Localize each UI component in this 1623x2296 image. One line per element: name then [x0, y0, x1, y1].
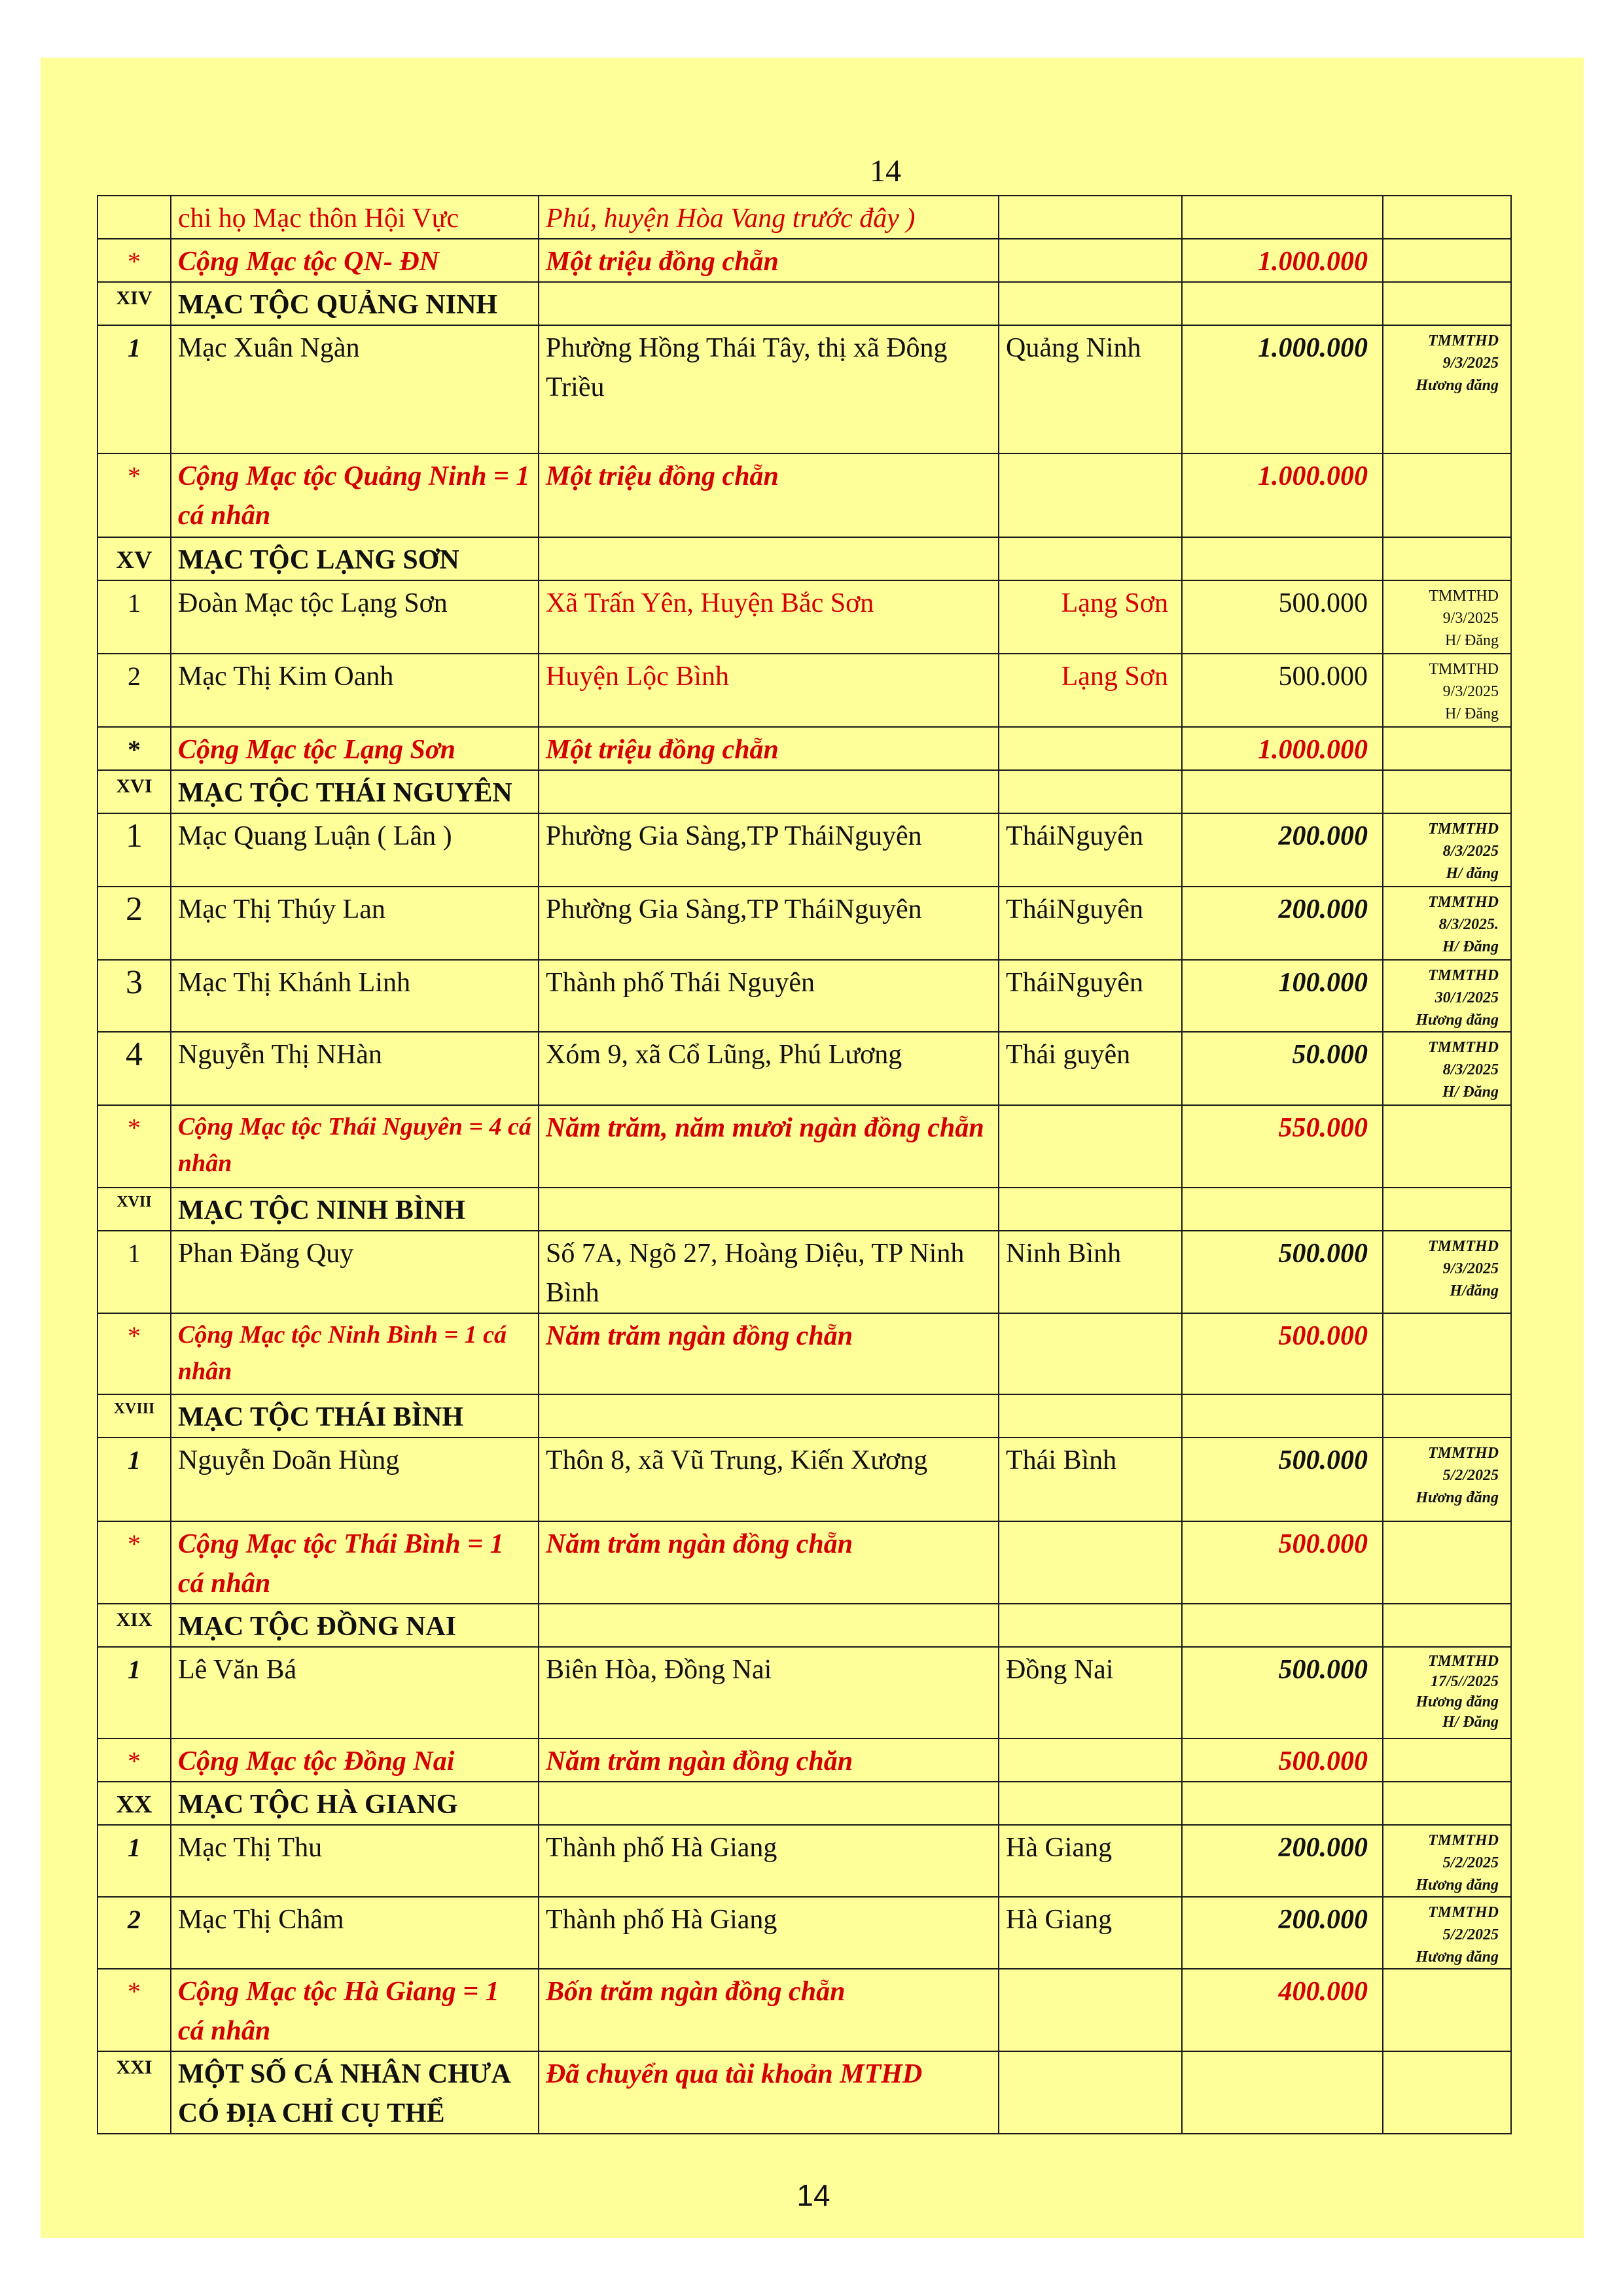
note-line: TMMTHD — [1428, 967, 1499, 984]
note-line: 8/3/2025 — [1442, 1061, 1499, 1078]
note-line: TMMTHD — [1429, 588, 1499, 605]
entry-note — [1383, 1647, 1511, 1739]
donor-province — [999, 1969, 1182, 2051]
subtotal-amount: 500.000 — [1182, 1313, 1383, 1394]
note-line: TMMTHD — [1428, 894, 1499, 911]
section-number: XXI — [98, 2051, 171, 2134]
subtotal-in-words: Một triệu đồng chẵn — [539, 727, 999, 770]
subtotal-in-words: Bốn trăm ngàn đồng chẵn — [539, 1969, 999, 2051]
section-cell — [999, 537, 1182, 580]
donor-name: Mạc Thị Kim Oanh — [171, 654, 539, 727]
section-cell — [1383, 1394, 1511, 1438]
note-line: Hương đăng — [1416, 377, 1499, 394]
table-row — [98, 1647, 1511, 1739]
subtotal-label: Cộng Mạc tộc Lạng Sơn — [171, 727, 539, 770]
note-line: 9/3/2025 — [1442, 610, 1499, 627]
section-number: XX — [98, 1782, 171, 1825]
subtotal-label: Cộng Mạc tộc Ninh Bình = 1 cá nhân — [171, 1313, 539, 1394]
section-header-row — [98, 537, 1511, 580]
donor-address: Huyện Lộc Bình — [539, 654, 999, 727]
entry-note — [1383, 1969, 1511, 2051]
subtotal-in-words: Năm trăm ngàn đồng chăn — [539, 1739, 999, 1782]
donor-province: Lạng Sơn — [999, 580, 1182, 654]
subtotal-amount: 1.000.000 — [1182, 727, 1383, 770]
donor-province: TháiNguyên — [999, 813, 1182, 887]
table-row — [98, 580, 1511, 654]
subtotal-in-words: Một triệu đồng chẵn — [539, 453, 999, 537]
donor-province — [999, 453, 1182, 537]
section-title: MẠC TỘC HÀ GIANG — [171, 1782, 539, 1825]
donation-amount: 50.000 — [1182, 1032, 1383, 1105]
section-cell — [999, 2051, 1182, 2134]
section-title: MẠC TỘC LẠNG SƠN — [171, 537, 539, 580]
section-cell — [539, 1782, 999, 1825]
section-cell — [1182, 1188, 1383, 1231]
note-line: Hương đăng — [1416, 1949, 1499, 1966]
donor-name: chi họ Mạc thôn Hội Vực — [171, 196, 539, 239]
row-number: 3 — [98, 960, 171, 1032]
row-number: * — [98, 453, 171, 537]
entry-note — [1383, 1897, 1511, 1969]
subtotal-label: Cộng Mạc tộc Thái Nguyên = 4 cá nhân — [171, 1105, 539, 1188]
note-line: TMMTHD — [1428, 1832, 1499, 1849]
donor-province: Hà Giang — [999, 1897, 1182, 1969]
donor-name: Nguyễn Doãn Hùng — [171, 1438, 539, 1521]
note-line: Hương đăng — [1416, 1877, 1499, 1894]
row-number: * — [98, 1739, 171, 1782]
donor-address: Số 7A, Ngõ 27, Hoàng Diệu, TP Ninh Bình — [539, 1231, 999, 1313]
subtotal-label: Cộng Mạc tộc Quảng Ninh = 1 cá nhân — [171, 453, 539, 537]
row-number: 1 — [98, 1825, 171, 1897]
donation-amount: 500.000 — [1182, 580, 1383, 654]
donor-province: TháiNguyên — [999, 887, 1182, 960]
note-line: TMMTHD — [1428, 332, 1499, 349]
row-number: 1 — [98, 325, 171, 453]
note-line: 8/3/2025 — [1442, 843, 1499, 860]
note-line: 9/3/2025 — [1442, 355, 1499, 372]
note-line: TMMTHD — [1428, 1904, 1499, 1921]
note-line: H/ Đăng — [1445, 705, 1499, 722]
note-line: Hương đăng — [1416, 1012, 1499, 1029]
donor-province: Thái Bình — [999, 1438, 1182, 1521]
section-cell — [539, 1604, 999, 1647]
entry-note — [1383, 813, 1511, 887]
table-row — [98, 196, 1511, 239]
donation-amount: 500.000 — [1182, 654, 1383, 727]
row-number: 1 — [98, 580, 171, 654]
section-title: MẠC TỘC ĐỒNG NAI — [171, 1604, 539, 1647]
section-header-row — [98, 2051, 1511, 2134]
donor-province — [999, 727, 1182, 770]
section-title: MỘT SỐ CÁ NHÂN CHƯA CÓ ĐỊA CHỈ CỤ THỂ — [171, 2051, 539, 2134]
row-number: * — [98, 727, 171, 770]
donation-amount: 500.000 — [1182, 1647, 1383, 1739]
donor-address: Thôn 8, xã Vũ Trung, Kiến Xương — [539, 1438, 999, 1521]
donor-name: Mạc Thị Thu — [171, 1825, 539, 1897]
section-cell — [999, 1604, 1182, 1647]
table-row — [98, 1825, 1511, 1897]
section-cell — [539, 770, 999, 813]
section-number: XVIII — [98, 1394, 171, 1438]
donation-amount: 200.000 — [1182, 1897, 1383, 1969]
entry-note — [1383, 727, 1511, 770]
section-cell — [999, 1188, 1182, 1231]
note-line: TMMTHD — [1428, 1653, 1499, 1670]
subtotal-amount: 400.000 — [1182, 1969, 1383, 2051]
section-cell — [1182, 2051, 1383, 2134]
note-line: 5/2/2025 — [1442, 1926, 1499, 1943]
table-row — [98, 1521, 1511, 1604]
section-header-row — [98, 1394, 1511, 1438]
section-number: XV — [98, 537, 171, 580]
note-line: H/ Đăng — [1442, 1084, 1499, 1101]
subtotal-amount: 1.000.000 — [1182, 239, 1383, 282]
section-cell — [1182, 1782, 1383, 1825]
section-number: XIX — [98, 1604, 171, 1647]
row-number: 2 — [98, 654, 171, 727]
entry-note — [1383, 1032, 1511, 1105]
donor-address: Thành phố Hà Giang — [539, 1897, 999, 1969]
page-number-top: 14 — [870, 154, 901, 188]
donor-name: Mạc Quang Luận ( Lân ) — [171, 813, 539, 887]
section-cell — [539, 1188, 999, 1231]
donation-amount: 200.000 — [1182, 1825, 1383, 1897]
section-header-row — [98, 282, 1511, 325]
note-line: 9/3/2025 — [1442, 683, 1499, 700]
section-cell — [539, 537, 999, 580]
page-number-bottom: 14 — [796, 2178, 830, 2212]
section-cell — [1383, 1782, 1511, 1825]
table-row — [98, 654, 1511, 727]
entry-note — [1383, 1438, 1511, 1521]
entry-note — [1383, 453, 1511, 537]
row-number: 1 — [98, 1231, 171, 1313]
donor-province — [999, 1521, 1182, 1604]
row-number: 1 — [98, 1438, 171, 1521]
donor-province: Hà Giang — [999, 1825, 1182, 1897]
section-title: MẠC TỘC NINH BÌNH — [171, 1188, 539, 1231]
row-number: * — [98, 239, 171, 282]
table-row — [98, 1438, 1511, 1521]
subtotal-in-words: Năm trăm ngàn đồng chẵn — [539, 1313, 999, 1394]
subtotal-label: Cộng Mạc tộc Hà Giang = 1 cá nhân — [171, 1969, 539, 2051]
section-number: XVI — [98, 770, 171, 813]
donor-province: Lạng Sơn — [999, 654, 1182, 727]
entry-note — [1383, 196, 1511, 239]
subtotal-amount: 500.000 — [1182, 1739, 1383, 1782]
note-line: H/ Đăng — [1445, 632, 1499, 649]
entry-note — [1383, 580, 1511, 654]
donor-province: Thái guyên — [999, 1032, 1182, 1105]
note-line: 30/1/2025 — [1435, 989, 1499, 1006]
subtotal-label: Cộng Mạc tộc Thái Bình = 1 cá nhân — [171, 1521, 539, 1604]
donor-province — [999, 1313, 1182, 1394]
section-cell — [539, 1394, 999, 1438]
donation-amount: 200.000 — [1182, 887, 1383, 960]
table-row — [98, 887, 1511, 960]
donation-amount: 100.000 — [1182, 960, 1383, 1032]
table-row — [98, 1032, 1511, 1105]
donor-address: Biên Hòa, Đồng Nai — [539, 1647, 999, 1739]
donor-name: Lê Văn Bá — [171, 1647, 539, 1739]
note-line: H/đăng — [1450, 1282, 1499, 1299]
table-row — [98, 1739, 1511, 1782]
entry-note — [1383, 325, 1511, 453]
donor-province — [999, 196, 1182, 239]
table-row — [98, 1105, 1511, 1188]
note-line: 5/2/2025 — [1442, 1854, 1499, 1871]
table-row — [98, 727, 1511, 770]
section-cell — [1182, 1394, 1383, 1438]
note-line: Hương đăng — [1416, 1489, 1499, 1506]
donor-address: Thành phố Thái Nguyên — [539, 960, 999, 1032]
section-title: MẠC TỘC THÁI BÌNH — [171, 1394, 539, 1438]
table-row — [98, 1231, 1511, 1313]
section-header-row — [98, 1604, 1511, 1647]
note-line: 9/3/2025 — [1442, 1260, 1499, 1277]
donation-amount: 1.000.000 — [1182, 325, 1383, 453]
donor-address: Phú, huyện Hòa Vang trước đây ) — [539, 196, 999, 239]
note-line: TMMTHD — [1428, 821, 1499, 838]
row-number: 4 — [98, 1032, 171, 1105]
donor-name: Phan Đăng Quy — [171, 1231, 539, 1313]
row-number — [98, 196, 171, 239]
donor-province — [999, 1105, 1182, 1188]
donor-name: Mạc Thị Thúy Lan — [171, 887, 539, 960]
entry-note — [1383, 887, 1511, 960]
donor-address: Phường Hồng Thái Tây, thị xã Đông Triều — [539, 325, 999, 453]
section-cell — [1182, 1604, 1383, 1647]
section-cell — [1383, 1188, 1511, 1231]
section-cell — [1182, 282, 1383, 325]
donor-name: Mạc Xuân Ngàn — [171, 325, 539, 453]
donation-amount: 500.000 — [1182, 1438, 1383, 1521]
donor-name: Nguyễn Thị NHàn — [171, 1032, 539, 1105]
section-cell — [539, 282, 999, 325]
note-line: 8/3/2025. — [1438, 916, 1499, 933]
section-remark: Đã chuyển qua tài khoản MTHD — [539, 2051, 999, 2134]
section-cell — [999, 282, 1182, 325]
section-cell — [1383, 770, 1511, 813]
donor-province — [999, 1739, 1182, 1782]
donor-name: Mạc Thị Châm — [171, 1897, 539, 1969]
section-cell — [1383, 2051, 1511, 2134]
subtotal-in-words: Năm trăm ngàn đồng chẵn — [539, 1521, 999, 1604]
subtotal-label: Cộng Mạc tộc Đồng Nai — [171, 1739, 539, 1782]
donor-address: Phường Gia Sàng,TP TháiNguyên — [539, 887, 999, 960]
row-number: * — [98, 1969, 171, 2051]
entry-note — [1383, 654, 1511, 727]
donation-amount: 500.000 — [1182, 1231, 1383, 1313]
section-header-row — [98, 1188, 1511, 1231]
section-cell — [1383, 537, 1511, 580]
note-line: TMMTHD — [1429, 661, 1499, 678]
donation-amount — [1182, 196, 1383, 239]
subtotal-amount: 550.000 — [1182, 1105, 1383, 1188]
section-header-row — [98, 1782, 1511, 1825]
donor-address: Xã Trấn Yên, Huyện Bắc Sơn — [539, 580, 999, 654]
section-number: XIV — [98, 282, 171, 325]
row-number: * — [98, 1105, 171, 1188]
table-row — [98, 960, 1511, 1032]
donor-address: Thành phố Hà Giang — [539, 1825, 999, 1897]
note-line: Hương đăng — [1416, 1693, 1499, 1710]
donor-address: Xóm 9, xã Cổ Lũng, Phú Lương — [539, 1032, 999, 1105]
note-line: TMMTHD — [1428, 1238, 1499, 1255]
entry-note — [1383, 1313, 1511, 1394]
entry-note — [1383, 1521, 1511, 1604]
table-row — [98, 813, 1511, 887]
section-cell — [1182, 770, 1383, 813]
table-row — [98, 325, 1511, 453]
donor-province: TháiNguyên — [999, 960, 1182, 1032]
donor-province — [999, 239, 1182, 282]
subtotal-amount: 500.000 — [1182, 1521, 1383, 1604]
donor-name: Mạc Thị Khánh Linh — [171, 960, 539, 1032]
section-cell — [999, 1394, 1182, 1438]
entry-note — [1383, 1739, 1511, 1782]
table-row — [98, 1313, 1511, 1394]
note-line: TMMTHD — [1428, 1445, 1499, 1462]
table-row — [98, 239, 1511, 282]
table-row — [98, 453, 1511, 537]
section-title: MẠC TỘC THÁI NGUYÊN — [171, 770, 539, 813]
note-line: 5/2/2025 — [1442, 1467, 1499, 1484]
subtotal-in-words: Một triệu đồng chẵn — [539, 239, 999, 282]
section-title: MẠC TỘC QUẢNG NINH — [171, 282, 539, 325]
row-number: 1 — [98, 813, 171, 887]
entry-note — [1383, 239, 1511, 282]
entry-note — [1383, 1825, 1511, 1897]
subtotal-label: Cộng Mạc tộc QN- ĐN — [171, 239, 539, 282]
donor-province: Ninh Bình — [999, 1231, 1182, 1313]
note-line: H/ Đăng — [1442, 938, 1499, 955]
entry-note — [1383, 960, 1511, 1032]
entry-note — [1383, 1231, 1511, 1313]
donation-ledger-table — [97, 195, 1512, 2134]
entry-note — [1383, 1105, 1511, 1188]
section-cell — [1383, 282, 1511, 325]
donation-amount: 200.000 — [1182, 813, 1383, 887]
subtotal-in-words: Năm trăm, năm mươi ngàn đồng chẵn — [539, 1105, 999, 1188]
note-line: 17/5//2025 — [1430, 1673, 1499, 1690]
note-line: H/ đăng — [1446, 865, 1499, 882]
section-cell — [999, 1782, 1182, 1825]
section-cell — [1383, 1604, 1511, 1647]
note-line: TMMTHD — [1428, 1039, 1499, 1056]
row-number: 1 — [98, 1647, 171, 1739]
donor-address: Phường Gia Sàng,TP TháiNguyên — [539, 813, 999, 887]
donor-province: Đồng Nai — [999, 1647, 1182, 1739]
row-number: 2 — [98, 1897, 171, 1969]
donor-province: Quảng Ninh — [999, 325, 1182, 453]
section-header-row — [98, 770, 1511, 813]
subtotal-amount: 1.000.000 — [1182, 453, 1383, 537]
donor-name: Đoàn Mạc tộc Lạng Sơn — [171, 580, 539, 654]
row-number: 2 — [98, 887, 171, 960]
row-number: * — [98, 1313, 171, 1394]
section-number: XVII — [98, 1188, 171, 1231]
section-cell — [999, 770, 1182, 813]
row-number: * — [98, 1521, 171, 1604]
note-line: H/ Đăng — [1442, 1714, 1499, 1731]
table-row — [98, 1969, 1511, 2051]
table-row — [98, 1897, 1511, 1969]
section-cell — [1182, 537, 1383, 580]
